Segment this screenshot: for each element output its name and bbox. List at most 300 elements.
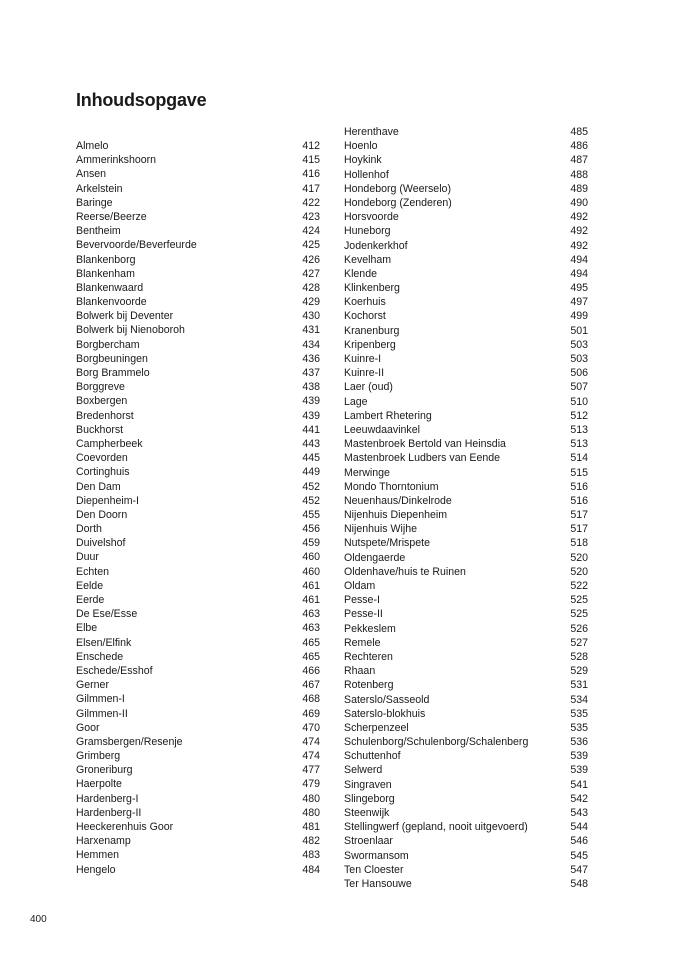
- toc-entry-title: Borggreve: [76, 381, 125, 394]
- toc-entry-title: Rotenberg: [344, 679, 394, 692]
- toc-entry-page: 469: [302, 707, 320, 720]
- toc-entry: [344, 650, 588, 664]
- toc-entry: [344, 309, 588, 323]
- toc-entry-page: 477: [302, 764, 320, 777]
- toc-entry: [344, 735, 588, 749]
- toc-entry-title: Lage: [344, 395, 368, 408]
- toc-entry-page: 465: [302, 650, 320, 663]
- toc-entry-title: Bolwerk bij Nienoboroh: [76, 324, 185, 337]
- toc-entry-page: 541: [570, 778, 588, 791]
- toc-entry: [344, 678, 588, 692]
- toc-entry-page: 535: [570, 707, 588, 720]
- toc-entry: [76, 267, 320, 281]
- toc-entry-page: 516: [570, 494, 588, 507]
- toc-entry-title: Horsvoorde: [344, 211, 399, 224]
- toc-entry: [76, 749, 320, 763]
- toc-entry: [76, 763, 320, 777]
- toc-entry: [76, 607, 320, 621]
- toc-entry-page: 436: [302, 352, 320, 365]
- toc-entry-page: 422: [302, 196, 320, 209]
- toc-entry-title: Kranenburg: [344, 324, 400, 337]
- toc-entry-page: 503: [570, 353, 588, 365]
- toc-entry-page: 485: [570, 126, 588, 138]
- toc-entry: [344, 153, 588, 167]
- toc-entry: [344, 494, 588, 508]
- toc-entry-page: 430: [302, 310, 320, 323]
- toc-entry-page: 512: [570, 409, 588, 422]
- toc-entry: [76, 721, 320, 735]
- toc-entry-page: 536: [570, 736, 588, 749]
- toc-entry-page: 441: [302, 423, 320, 436]
- toc-entry: [76, 792, 320, 806]
- toc-entry-page: 542: [570, 792, 588, 805]
- toc-entry: [76, 338, 320, 352]
- toc-entry-title: Saterslo-blokhuis: [344, 707, 426, 720]
- toc-entry-title: Almelo: [76, 140, 109, 152]
- toc-entry-title: Borg Brammelo: [76, 367, 150, 379]
- toc-entry-title: Hollenhof: [344, 168, 389, 181]
- toc-entry-title: Blankenham: [76, 267, 135, 280]
- toc-entry: [76, 352, 320, 366]
- toc-entry-page: 528: [570, 650, 588, 663]
- toc-entry-page: 494: [570, 267, 588, 280]
- toc-entry-title: Stellingwerf (gepland, nooit uitgevoerd): [344, 821, 528, 834]
- toc-entry: [344, 863, 588, 877]
- toc-entry: [344, 778, 588, 792]
- toc-entry: [76, 409, 320, 423]
- toc-entry: [76, 650, 320, 664]
- toc-entry: [344, 366, 588, 380]
- toc-entry-title: Singraven: [344, 778, 392, 791]
- toc-entry: [76, 848, 320, 862]
- toc-entry: [344, 281, 588, 295]
- toc-entry-title: Buckhorst: [76, 423, 124, 436]
- toc-entry-page: 501: [570, 324, 588, 337]
- toc-entry-page: 429: [302, 296, 320, 309]
- toc-entry: [344, 849, 588, 863]
- toc-entry-page: 503: [570, 338, 588, 351]
- toc-entry-page: 445: [302, 452, 320, 465]
- toc-entry: [344, 721, 588, 735]
- toc-entry: [76, 437, 320, 451]
- toc-entry: [344, 168, 588, 182]
- toc-entry-page: 461: [302, 594, 320, 606]
- toc-entry-page: 489: [570, 182, 588, 195]
- toc-column-left: [76, 139, 320, 877]
- toc-entry-page: 460: [302, 551, 320, 564]
- toc-entry-title: Mastenbroek Ludbers van Eende: [344, 452, 501, 465]
- toc-entry-title: Ammerinkshoorn: [76, 154, 157, 167]
- toc-entry-page: 459: [302, 537, 320, 550]
- toc-entry-page: 517: [570, 509, 588, 522]
- toc-entry-title: Bolwerk bij Deventer: [76, 310, 174, 323]
- toc-entry-page: 460: [302, 565, 320, 578]
- toc-entry: [76, 664, 320, 678]
- toc-entry: [76, 820, 320, 834]
- toc-entry-title: Blankenborg: [76, 253, 136, 266]
- toc-entry: [76, 139, 320, 153]
- toc-entry: [344, 139, 588, 153]
- toc-entry-page: 525: [570, 608, 588, 621]
- toc-entry: [344, 423, 588, 437]
- toc-entry-page: 495: [570, 282, 588, 295]
- toc-entry-page: 513: [570, 423, 588, 436]
- toc-entry-page: 456: [302, 523, 320, 536]
- page-number: 400: [30, 914, 47, 925]
- toc-entry-title: Gilmmen-II: [76, 707, 128, 720]
- toc-entry-page: 510: [570, 395, 588, 408]
- toc-entry-page: 529: [570, 665, 588, 678]
- toc-entry-page: 513: [570, 438, 588, 451]
- toc-entry: [344, 593, 588, 607]
- toc-entry: [76, 253, 320, 267]
- toc-entry-page: 486: [570, 140, 588, 153]
- toc-entry: [344, 565, 588, 579]
- toc-entry-page: 426: [302, 253, 320, 266]
- toc-entry-title: Koerhuis: [344, 296, 386, 309]
- toc-entry: [344, 707, 588, 721]
- toc-entry: [76, 451, 320, 465]
- toc-entry-title: Nijenhuis Wijhe: [344, 523, 418, 536]
- page-title: Inhoudsopgave: [76, 90, 207, 110]
- toc-entry: [76, 565, 320, 579]
- toc-entry-title: Heeckerenhuis Goor: [76, 821, 174, 833]
- toc-entry-title: Mastenbroek Bertold van Heinsdia: [344, 438, 506, 451]
- toc-entry: [344, 749, 588, 763]
- toc-entry-title: Borgbeuningen: [76, 352, 148, 365]
- toc-entry-title: Campherbeek: [76, 437, 143, 450]
- toc-entry-page: 545: [570, 849, 588, 862]
- toc-entry-page: 548: [570, 877, 588, 890]
- toc-entry-page: 449: [302, 466, 320, 479]
- toc-entry: [344, 636, 588, 650]
- toc-entry-title: Kripenberg: [344, 338, 396, 351]
- toc-entry-title: Groneriburg: [76, 764, 133, 777]
- toc-entry-title: Blankenvoorde: [76, 296, 147, 309]
- toc-entry: [76, 309, 320, 323]
- toc-entry-title: Arkelstein: [76, 182, 123, 195]
- toc-entry: [76, 735, 320, 749]
- toc-entry: [76, 153, 320, 167]
- toc-entry-page: 525: [570, 594, 588, 607]
- toc-entry: [344, 877, 588, 891]
- toc-entry-page: 490: [570, 196, 588, 209]
- toc-entry: [344, 324, 588, 338]
- toc-entry-title: Hardenberg-I: [76, 792, 139, 805]
- toc-entry: [344, 253, 588, 267]
- toc-entry: [76, 281, 320, 295]
- toc-entry-title: Kevelham: [344, 253, 392, 266]
- toc-entry-title: Selwerd: [344, 764, 383, 777]
- toc-entry-title: Stroenlaar: [344, 835, 393, 848]
- toc-entry-title: Laer (oud): [344, 381, 393, 394]
- toc-entry-page: 483: [302, 849, 320, 862]
- toc-entry: [76, 224, 320, 238]
- toc-column-right: [344, 125, 588, 891]
- toc-entry-page: 424: [302, 225, 320, 238]
- toc-entry-page: 539: [570, 764, 588, 777]
- toc-entry-title: Saterslo/Sasseold: [344, 693, 430, 706]
- toc-entry-title: Diepenheim-I: [76, 494, 140, 507]
- toc-entry: [76, 480, 320, 494]
- toc-entry-page: 465: [302, 636, 320, 649]
- toc-entry-title: Hengelo: [76, 863, 116, 876]
- toc-entry: [344, 480, 588, 494]
- toc-entry-title: Cortinghuis: [76, 466, 130, 479]
- toc-entry-page: 431: [302, 324, 320, 337]
- toc-entry-page: 522: [570, 580, 588, 592]
- toc-entry-title: Bredenhorst: [76, 409, 134, 422]
- toc-entry-title: Oldengaerde: [344, 551, 406, 564]
- toc-entry-title: Baringe: [76, 196, 113, 209]
- toc-entry-title: Den Doorn: [76, 508, 128, 521]
- toc-entry-page: 439: [302, 395, 320, 408]
- toc-entry-title: Klende: [344, 267, 377, 280]
- toc-entry-title: Borgbercham: [76, 338, 140, 351]
- toc-entry-title: Enschede: [76, 650, 124, 663]
- toc-entry-title: Coevorden: [76, 452, 128, 465]
- toc-entry-title: Gramsbergen/Resenje: [76, 735, 183, 748]
- toc-entry-page: 428: [302, 281, 320, 294]
- toc-entry: [344, 551, 588, 565]
- toc-entry-page: 474: [302, 750, 320, 763]
- toc-entry-title: Pesse-II: [344, 608, 383, 621]
- toc-entry: [76, 621, 320, 635]
- toc-entry: [344, 295, 588, 309]
- toc-entry: [76, 806, 320, 820]
- toc-entry-title: Ter Hansouwe: [344, 877, 412, 890]
- toc-entry-page: 434: [302, 338, 320, 351]
- toc-entry: [76, 777, 320, 791]
- toc-entry-title: Bentheim: [76, 225, 121, 238]
- toc-entry-title: Steenwijk: [344, 807, 390, 819]
- toc-entry-title: Nutspete/Mrispete: [344, 537, 430, 550]
- toc-entry-title: Kuinre-I: [344, 353, 382, 365]
- toc-entry-page: 463: [302, 608, 320, 621]
- toc-entry-page: 412: [302, 140, 320, 152]
- toc-entry-page: 479: [302, 778, 320, 791]
- toc-entry-page: 484: [302, 863, 320, 876]
- toc-entry: [76, 182, 320, 196]
- toc-entry: [344, 239, 588, 253]
- toc-entry: [344, 196, 588, 210]
- toc-entry-title: Swormansom: [344, 849, 409, 862]
- toc-entry-page: 518: [570, 537, 588, 550]
- toc-entry-page: 427: [302, 267, 320, 280]
- toc-entry-page: 516: [570, 480, 588, 493]
- toc-entry-title: Hoykink: [344, 154, 382, 167]
- toc-entry-page: 494: [570, 253, 588, 266]
- toc-entry-title: Merwinge: [344, 466, 390, 479]
- toc-entry-page: 425: [302, 239, 320, 252]
- toc-entry-page: 452: [302, 480, 320, 493]
- toc-entry: [344, 792, 588, 806]
- toc-entry-page: 520: [570, 551, 588, 564]
- toc-entry: [76, 366, 320, 380]
- toc-entry-title: Nijenhuis Diepenheim: [344, 509, 448, 522]
- toc-entry: [76, 636, 320, 650]
- toc-entry: [344, 806, 588, 820]
- toc-entry-page: 488: [570, 168, 588, 181]
- toc-entry: [76, 380, 320, 394]
- toc-entry: [76, 295, 320, 309]
- toc-entry-page: 514: [570, 452, 588, 465]
- toc-entry: [76, 465, 320, 479]
- toc-entry-title: Slingeborg: [344, 792, 395, 805]
- toc-entry-title: Hardenberg-II: [76, 806, 142, 819]
- toc-entry: [344, 338, 588, 352]
- toc-entry: [76, 238, 320, 252]
- toc-entry-title: Herenthave: [344, 126, 399, 138]
- toc-entry-title: Bevervoorde/Beverfeurde: [76, 239, 197, 252]
- toc-entry: [344, 352, 588, 366]
- toc-entry: [344, 182, 588, 196]
- toc-entry: [76, 863, 320, 877]
- toc-entry: [76, 593, 320, 607]
- toc-entry: [76, 834, 320, 848]
- toc-entry-page: 438: [302, 381, 320, 394]
- toc-entry-title: Scherpenzeel: [344, 721, 409, 734]
- toc-entry: [344, 834, 588, 848]
- toc-entry: [344, 451, 588, 465]
- toc-entry: [76, 423, 320, 437]
- toc-entry-page: 481: [302, 821, 320, 833]
- toc-entry-page: 492: [570, 225, 588, 238]
- toc-entry: [344, 466, 588, 480]
- toc-entry-page: 417: [302, 182, 320, 195]
- toc-entry-title: Remele: [344, 636, 381, 649]
- toc-entry-title: Rhaan: [344, 665, 376, 678]
- toc-entry-title: Leeuwdaavinkel: [344, 423, 420, 436]
- toc-entry-page: 527: [570, 636, 588, 649]
- toc-entry-title: Eschede/Esshof: [76, 664, 153, 677]
- toc-entry: [344, 508, 588, 522]
- toc-entry: [344, 522, 588, 536]
- toc-entry-title: Schuttenhof: [344, 750, 401, 763]
- toc-entry-page: 467: [302, 679, 320, 692]
- toc-entry: [76, 167, 320, 181]
- toc-entry-title: Neuenhaus/Dinkelrode: [344, 494, 452, 507]
- toc-entry-title: Klinkenberg: [344, 282, 400, 295]
- toc-entry: [76, 196, 320, 210]
- toc-entry-title: Ansen: [76, 168, 107, 181]
- toc-entry-title: Pesse-I: [344, 594, 380, 607]
- toc-entry-page: 539: [570, 750, 588, 763]
- toc-entry-title: Hondeborg (Weerselo): [344, 182, 451, 195]
- toc-entry-page: 492: [570, 211, 588, 224]
- toc-entry: [76, 707, 320, 721]
- toc-entry-title: Jodenkerkhof: [344, 239, 408, 252]
- toc-entry-page: 526: [570, 622, 588, 635]
- toc-entry-page: 415: [302, 154, 320, 167]
- toc-entry-title: Huneborg: [344, 225, 391, 238]
- toc-entry: [344, 210, 588, 224]
- toc-entry-page: 534: [570, 693, 588, 706]
- toc-entry-title: Harxenamp: [76, 835, 131, 848]
- toc-entry-page: 443: [302, 437, 320, 450]
- toc-entry-title: Grimberg: [76, 750, 121, 763]
- toc-entry-title: Kuinre-II: [344, 367, 385, 380]
- toc-entry-page: 466: [302, 664, 320, 677]
- toc-entry-title: Gerner: [76, 679, 109, 692]
- toc-entry-page: 531: [570, 679, 588, 692]
- toc-entry-title: Blankenwaard: [76, 281, 144, 294]
- toc-entry: [76, 494, 320, 508]
- toc-entry-title: Goor: [76, 721, 100, 734]
- toc-entry-page: 455: [302, 508, 320, 521]
- toc-entry-page: 535: [570, 721, 588, 734]
- toc-entry: [76, 692, 320, 706]
- toc-entry-title: Pekkeslem: [344, 622, 396, 635]
- toc-entry: [76, 210, 320, 224]
- toc-entry: [344, 622, 588, 636]
- toc-entry-title: Mondo Thorntonium: [344, 480, 439, 493]
- toc-entry-title: Echten: [76, 565, 109, 578]
- toc-entry: [344, 409, 588, 423]
- toc-entry-page: 487: [570, 154, 588, 167]
- toc-entry: [344, 395, 588, 409]
- toc-entry-title: Eerde: [76, 594, 105, 606]
- toc-entry-page: 547: [570, 863, 588, 876]
- toc-entry-page: 515: [570, 466, 588, 479]
- toc-entry-page: 416: [302, 168, 320, 181]
- toc-entry-page: 480: [302, 806, 320, 819]
- toc-entry: [344, 820, 588, 834]
- toc-entry-page: 499: [570, 310, 588, 323]
- toc-entry-title: Reerse/Beerze: [76, 210, 147, 223]
- toc-entry-page: 520: [570, 565, 588, 578]
- toc-entry: [76, 508, 320, 522]
- toc-entry-title: Lambert Rhetering: [344, 409, 432, 422]
- toc-entry-page: 544: [570, 821, 588, 834]
- toc-entry-page: 461: [302, 579, 320, 592]
- toc-entry-title: Elbe: [76, 622, 98, 635]
- toc-entry: [344, 437, 588, 451]
- toc-entry-page: 452: [302, 494, 320, 507]
- toc-entry-page: 463: [302, 622, 320, 635]
- toc-entry-title: Gilmmen-I: [76, 693, 125, 706]
- toc-entry-title: Hemmen: [76, 849, 119, 862]
- toc-entry-title: Hoenlo: [344, 140, 378, 153]
- toc-entry-title: Oldam: [344, 580, 376, 592]
- toc-entry-title: Boxbergen: [76, 395, 128, 408]
- toc-entry: [344, 380, 588, 394]
- toc-entry-page: 507: [570, 381, 588, 394]
- toc-entry: [344, 224, 588, 238]
- toc-entry: [344, 607, 588, 621]
- toc-entry-title: Haerpolte: [76, 778, 122, 791]
- toc-entry: [344, 664, 588, 678]
- toc-entry-title: Schulenborg/Schulenborg/Schalenberg: [344, 736, 529, 749]
- toc-entry-title: De Ese/Esse: [76, 608, 138, 621]
- toc-entry-title: Oldenhave/huis te Ruinen: [344, 565, 466, 578]
- toc-entry-title: Rechteren: [344, 650, 393, 663]
- toc-entry-page: 468: [302, 693, 320, 706]
- toc-entry-title: Hondeborg (Zenderen): [344, 196, 452, 209]
- toc-entry-page: 497: [570, 296, 588, 309]
- toc-entry: [344, 763, 588, 777]
- toc-entry-title: Kochorst: [344, 310, 386, 323]
- toc-entry-page: 437: [302, 367, 320, 379]
- toc-entry: [76, 536, 320, 550]
- toc-entry-page: 423: [302, 210, 320, 223]
- toc-entry-title: Elsen/Elfink: [76, 636, 132, 649]
- toc-entry: [76, 579, 320, 593]
- toc-entry-page: 543: [570, 807, 588, 819]
- toc-entry-page: 470: [302, 721, 320, 734]
- toc-entry-page: 439: [302, 409, 320, 422]
- toc-entry-page: 492: [570, 239, 588, 252]
